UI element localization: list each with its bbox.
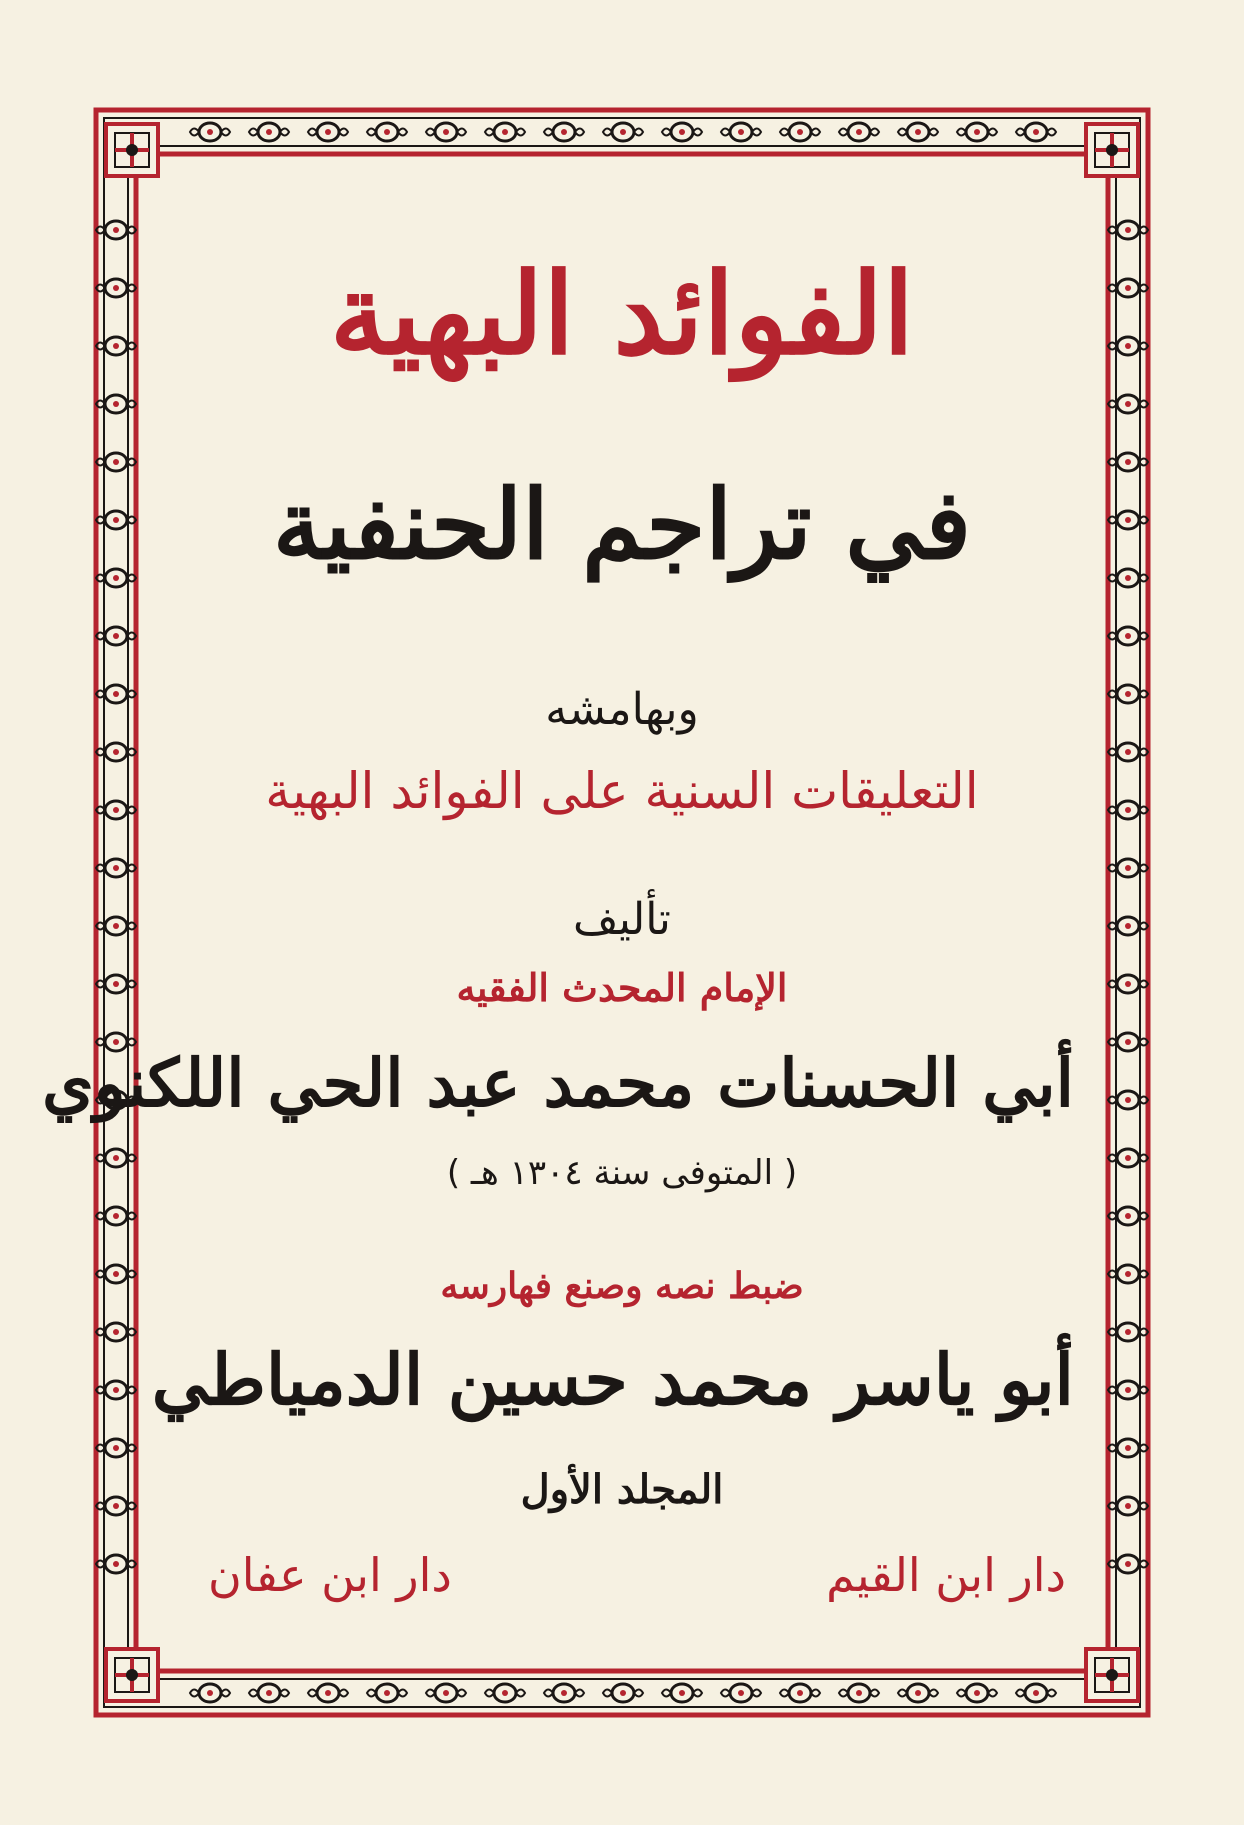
arabesque-knot-icon xyxy=(96,1207,136,1225)
arabesque-knot-icon xyxy=(1016,1684,1056,1702)
arabesque-knot-icon xyxy=(308,1684,348,1702)
arabesque-knot-icon xyxy=(96,1381,136,1399)
arabesque-knot-icon xyxy=(485,1684,525,1702)
arabesque-knot-icon xyxy=(367,1684,407,1702)
volume-label: المجلد الأول xyxy=(520,1466,724,1513)
death-date: ( المتوفى سنة ١٣٠٤ هـ ) xyxy=(446,1153,798,1193)
arabesque-knot-icon xyxy=(96,801,136,819)
arabesque-knot-icon xyxy=(544,1684,584,1702)
author-name: أبي الحسنات محمد عبد الحي اللكنوي xyxy=(42,1044,1074,1122)
arabesque-knot-icon xyxy=(426,123,466,141)
arabesque-knot-icon xyxy=(1108,395,1148,413)
arabesque-knot-icon xyxy=(1108,511,1148,529)
arabesque-knot-icon xyxy=(544,123,584,141)
arabesque-knot-icon xyxy=(898,123,938,141)
arabesque-knot-icon xyxy=(1108,685,1148,703)
editor-name: أبو ياسر محمد حسين الدمياطي xyxy=(151,1338,1074,1421)
arabesque-knot-icon xyxy=(1108,1323,1148,1341)
arabesque-knot-icon xyxy=(249,1684,289,1702)
corner-knot-icon xyxy=(106,124,158,176)
arabesque-knot-icon xyxy=(367,123,407,141)
arabesque-knot-icon xyxy=(96,1439,136,1457)
arabesque-knot-icon xyxy=(603,1684,643,1702)
arabesque-knot-icon xyxy=(1108,1555,1148,1573)
arabesque-knot-icon xyxy=(96,511,136,529)
arabesque-knot-icon xyxy=(308,123,348,141)
arabesque-knot-icon xyxy=(1108,743,1148,761)
arabesque-knot-icon xyxy=(957,123,997,141)
arabesque-knot-icon xyxy=(96,1149,136,1167)
arabesque-knot-icon xyxy=(96,743,136,761)
arabesque-knot-icon xyxy=(249,123,289,141)
arabesque-knot-icon xyxy=(839,1684,879,1702)
arabesque-knot-icon xyxy=(96,569,136,587)
arabesque-knot-icon xyxy=(780,1684,820,1702)
authored-label: تأليف xyxy=(573,894,671,945)
arabesque-knot-icon xyxy=(96,685,136,703)
arabesque-knot-icon xyxy=(603,123,643,141)
arabesque-knot-icon xyxy=(96,917,136,935)
arabesque-knot-icon xyxy=(839,123,879,141)
arabesque-knot-icon xyxy=(662,1684,702,1702)
arabesque-knot-icon xyxy=(1108,1497,1148,1515)
commentary-title: التعليقات السنية على الفوائد البهية xyxy=(265,762,979,820)
corner-knot-icon xyxy=(1086,1649,1138,1701)
arabesque-knot-icon xyxy=(1108,1439,1148,1457)
arabesque-knot-icon xyxy=(96,859,136,877)
arabesque-knot-icon xyxy=(96,975,136,993)
arabesque-knot-icon xyxy=(485,123,525,141)
arabesque-knot-icon xyxy=(96,627,136,645)
arabesque-knot-icon xyxy=(96,337,136,355)
arabesque-knot-icon xyxy=(662,123,702,141)
arabesque-knot-icon xyxy=(96,395,136,413)
arabesque-knot-icon xyxy=(1108,337,1148,355)
corner-knot-icon xyxy=(106,1649,158,1701)
publisher-right: دار ابن القيم xyxy=(826,1548,1066,1602)
arabesque-knot-icon xyxy=(96,279,136,297)
arabesque-knot-icon xyxy=(1108,801,1148,819)
arabesque-knot-icon xyxy=(957,1684,997,1702)
arabesque-knot-icon xyxy=(1108,975,1148,993)
arabesque-knot-icon xyxy=(96,453,136,471)
arabesque-knot-icon xyxy=(96,1555,136,1573)
cover-content xyxy=(42,200,1074,1620)
arabesque-knot-icon xyxy=(1108,569,1148,587)
arabesque-knot-icon xyxy=(1108,1091,1148,1109)
book-subtitle: في تراجم الحنفية xyxy=(272,468,972,581)
arabesque-knot-icon xyxy=(426,1684,466,1702)
arabesque-knot-icon xyxy=(96,1323,136,1341)
arabesque-knot-icon xyxy=(721,1684,761,1702)
arabesque-knot-icon xyxy=(1108,627,1148,645)
arabesque-knot-icon xyxy=(721,123,761,141)
arabesque-knot-icon xyxy=(1108,221,1148,239)
arabesque-knot-icon xyxy=(96,1265,136,1283)
arabesque-knot-icon xyxy=(1108,1265,1148,1283)
arabesque-knot-icon xyxy=(190,1684,230,1702)
arabesque-knot-icon xyxy=(1108,1207,1148,1225)
margin-label: وبهامشه xyxy=(545,684,699,735)
arabesque-knot-icon xyxy=(1108,917,1148,935)
author-titles: الإمام المحدث الفقيه xyxy=(456,965,788,1010)
arabesque-knot-icon xyxy=(1108,279,1148,297)
arabesque-knot-icon xyxy=(898,1684,938,1702)
arabesque-knot-icon xyxy=(1016,123,1056,141)
arabesque-knot-icon xyxy=(1108,453,1148,471)
arabesque-knot-icon xyxy=(780,123,820,141)
arabesque-knot-icon xyxy=(1108,1033,1148,1051)
arabesque-knot-icon xyxy=(1108,859,1148,877)
arabesque-knot-icon xyxy=(96,221,136,239)
arabesque-knot-icon xyxy=(96,1497,136,1515)
book-title: الفوائد البهية xyxy=(329,249,915,380)
editing-label: ضبط نصه وصنع فهارسه xyxy=(440,1265,804,1307)
publisher-left: دار ابن عفان xyxy=(208,1548,452,1602)
arabesque-knot-icon xyxy=(1108,1381,1148,1399)
arabesque-knot-icon xyxy=(190,123,230,141)
arabesque-knot-icon xyxy=(1108,1149,1148,1167)
corner-knot-icon xyxy=(1086,124,1138,176)
